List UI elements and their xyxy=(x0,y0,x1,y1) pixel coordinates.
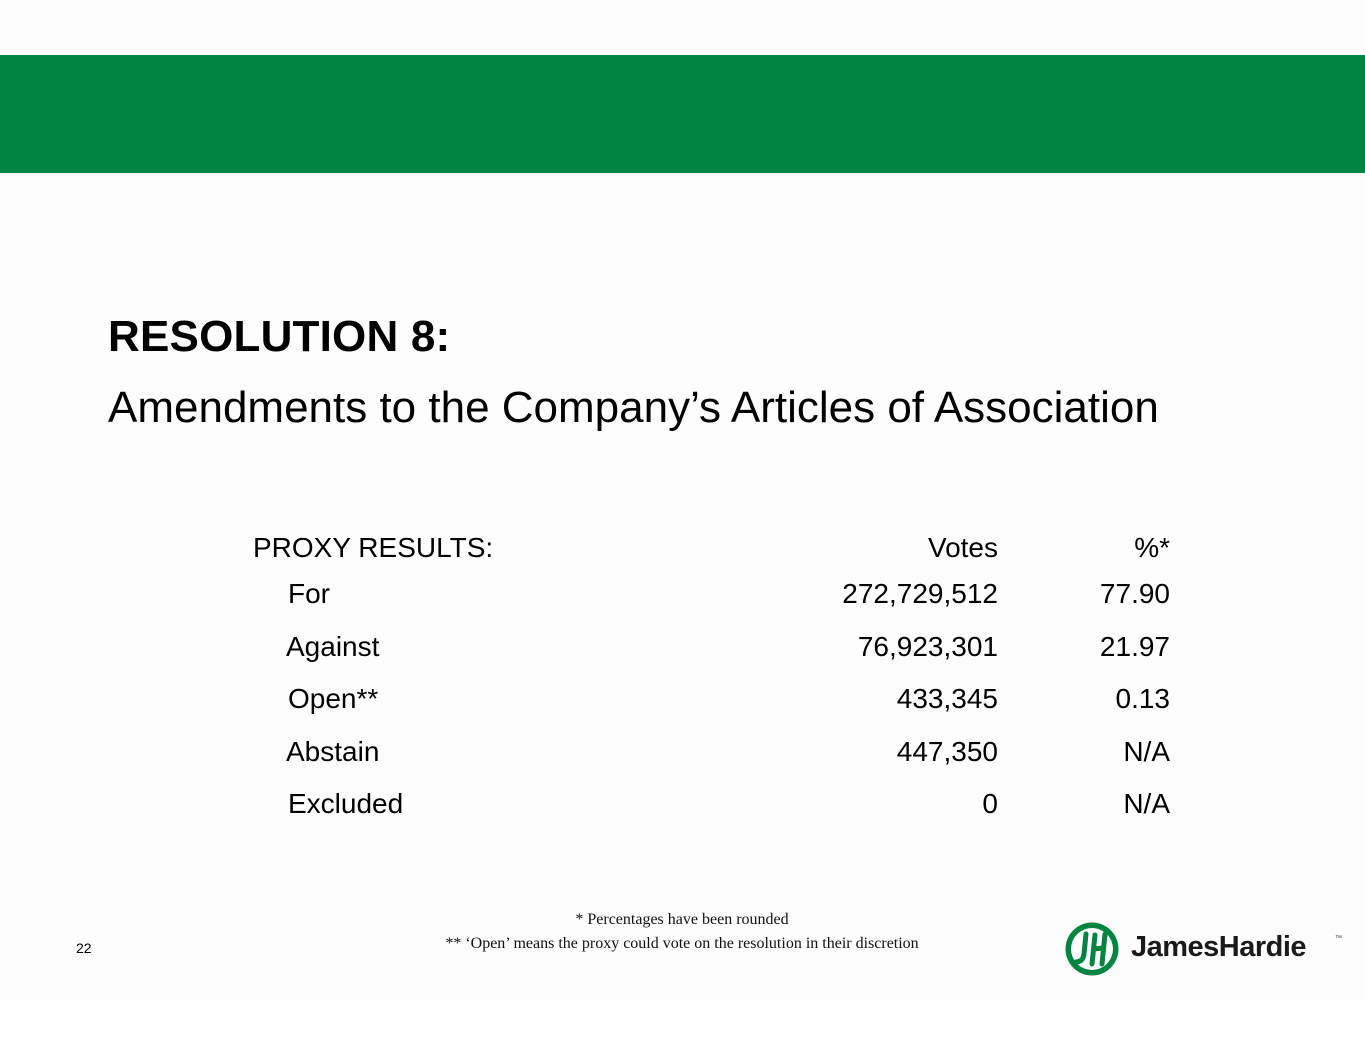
footnote-rounding: * Percentages have been rounded xyxy=(575,911,789,928)
row-votes: 433,345 xyxy=(896,683,998,714)
footnotes xyxy=(300,908,1064,956)
james-hardie-logo xyxy=(1063,918,1353,982)
resolution-title: RESOLUTION 8: xyxy=(108,312,451,361)
row-label: Excluded xyxy=(288,788,404,819)
header-band xyxy=(0,55,1365,173)
resolution-subtitle: Amendments to the Company’s Articles of Association xyxy=(108,383,1159,432)
results-row-for xyxy=(253,578,1173,631)
logo-trademark: ™ xyxy=(1335,935,1342,942)
row-percent: N/A xyxy=(1123,788,1170,819)
votes-column-header: Votes xyxy=(927,532,998,563)
row-label: Open** xyxy=(288,683,379,714)
row-votes: 0 xyxy=(982,788,998,819)
results-header-row xyxy=(253,532,1173,578)
row-percent: 77.90 xyxy=(1099,578,1170,609)
row-label: Abstain xyxy=(286,735,380,767)
logo-wordmark: JamesHardie xyxy=(1131,931,1307,963)
proxy-results-table xyxy=(253,532,1173,841)
results-row-open xyxy=(253,683,1173,736)
row-votes: 272,729,512 xyxy=(842,578,998,609)
row-votes: 76,923,301 xyxy=(857,630,998,662)
percent-column-header: %* xyxy=(1134,532,1170,563)
results-row-abstain xyxy=(253,736,1173,789)
jh-monogram-icon xyxy=(1063,920,1121,978)
results-row-against xyxy=(253,631,1173,684)
results-row-excluded xyxy=(253,788,1173,841)
row-percent: 0.13 xyxy=(1115,683,1170,714)
row-votes: 447,350 xyxy=(896,735,998,767)
row-percent: N/A xyxy=(1123,735,1170,767)
row-label: For xyxy=(288,578,330,609)
footnote-open: ** ‘Open’ means the proxy could vote on the resolution in their discretion xyxy=(445,935,919,952)
results-heading: PROXY RESULTS: xyxy=(253,532,494,563)
page-number: 22 xyxy=(76,940,92,956)
row-percent: 21.97 xyxy=(1099,630,1170,662)
row-label: Against xyxy=(286,630,380,662)
